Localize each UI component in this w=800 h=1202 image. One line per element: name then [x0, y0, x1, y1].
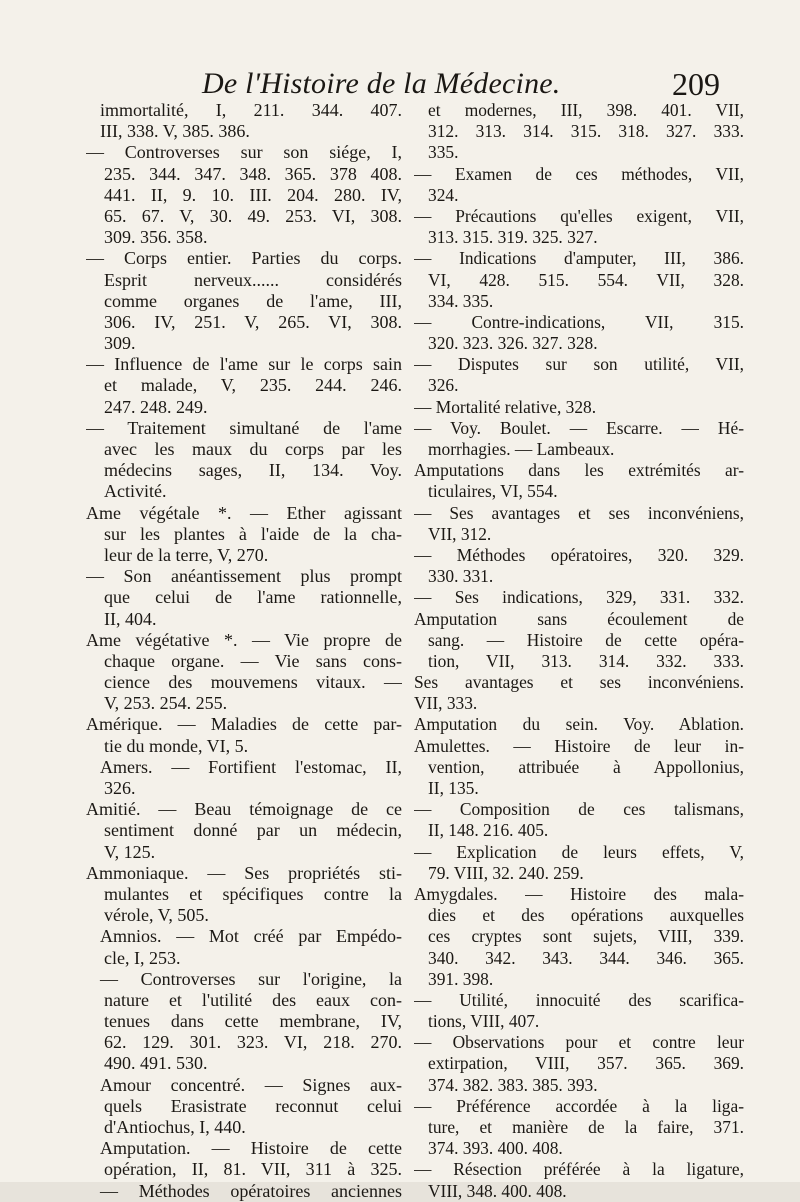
index-line: Activité. — [104, 481, 167, 502]
index-line: 340. 342. 343. 344. 346. 365. — [428, 947, 744, 968]
index-line: 391. 398. — [428, 968, 494, 989]
index-line: Amnios. — Mot créé par Empédo- — [100, 926, 402, 947]
index-line: — Traitement simultané de l'ame — [86, 417, 402, 438]
index-line: — Observations pour et contre leur — [414, 1032, 744, 1053]
index-line: III, 338. V, 385. 386. — [100, 121, 250, 142]
index-line: — Utilité, innocuité des scarifica- — [414, 989, 744, 1010]
index-line: d'Antiochus, I, 440. — [104, 1117, 246, 1137]
index-line: cle, I, 253. — [104, 947, 181, 968]
index-line: immortalité, I, 211. 344. 407. — [100, 100, 402, 120]
index-line: que celui de l'ame rationnelle, — [104, 587, 402, 608]
index-line: Amers. — Fortifient l'estomac, II, — [100, 756, 402, 777]
index-line: II, 135. — [428, 778, 479, 798]
index-line: Amputation du sein. Voy. Ablation. — [414, 714, 744, 735]
index-line: — Contre-indications, VII, 315. — [414, 311, 744, 332]
index-line: — Voy. Boulet. — Escarre. — Hé- — [414, 417, 744, 438]
index-line: 374. 393. 400. 408. — [428, 1138, 563, 1159]
index-line: ces cryptes sont sujets, VIII, 339. — [428, 926, 744, 947]
index-line: vention, attribuée à Appollonius, — [428, 756, 744, 777]
index-line: extirpation, VIII, 357. 365. 369. — [428, 1053, 744, 1074]
index-line: — Corps entier. Parties du corps. — [86, 248, 402, 269]
index-line: morrhagies. — Lambeaux. — [428, 439, 615, 459]
index-line: tenues dans cette membrane, IV, — [104, 1011, 402, 1032]
page-number: 209 — [672, 66, 720, 102]
index-line: avec les maux du corps par les — [104, 439, 402, 459]
index-line: Amputations dans les extrémités ar- — [414, 460, 744, 481]
index-line: Amulettes. — Histoire de leur in- — [414, 735, 744, 756]
index-line: — Son anéantissement plus prompt — [86, 566, 402, 587]
index-line: 441. II, 9. 10. III. 204. 280. IV, — [104, 184, 402, 205]
index-line: 62. 129. 301. 323. VI, 218. 270. — [104, 1032, 402, 1053]
index-line: 79. VIII, 32. 240. 259. — [428, 862, 584, 883]
index-line: Amputation sans écoulement de — [414, 608, 744, 629]
index-line: Amygdales. — Histoire des mala- — [414, 883, 744, 904]
index-line: V, 253. 254. 255. — [104, 693, 228, 714]
index-line: — Indications d'amputer, III, 386. — [414, 248, 744, 269]
index-line: — Résection préférée à la ligature, — [414, 1159, 744, 1180]
index-line: VII, 333. — [414, 693, 478, 714]
index-line: Amputation. — Histoire de cette — [100, 1138, 402, 1159]
index-line: sur les plantes à l'aide de la cha- — [104, 523, 402, 544]
index-line: 247. 248. 249. — [104, 396, 208, 417]
index-line: sang. — Histoire de cette opéra- — [428, 629, 744, 650]
index-line: 312. 313. 314. 315. 318. 327. 333. — [428, 121, 744, 142]
index-line: Ammoniaque. — Ses propriétés sti- — [86, 862, 402, 883]
index-line: sentiment donné par un médecin, — [104, 820, 402, 841]
index-line: — Controverses sur l'origine, la — [100, 968, 402, 989]
index-line: II, 404. — [104, 608, 157, 629]
index-line: cience des mouvemens vitaux. — — [104, 672, 402, 693]
index-line: tion, VII, 313. 314. 332. 333. — [428, 650, 744, 671]
index-line: — Influence de l'ame sur le corps sain — [86, 354, 402, 375]
index-line: — Composition de ces talismans, — [414, 799, 744, 820]
left-index-column — [86, 100, 402, 1202]
index-line: V, 125. — [104, 841, 156, 862]
index-line: — Méthodes opératoires anciennes — [100, 1180, 402, 1201]
index-line: Esprit nerveux...... considérés — [104, 269, 402, 290]
index-line: — Préférence accordée à la liga- — [414, 1095, 744, 1116]
index-line: mulantes et spécifiques contre la — [104, 883, 402, 904]
index-line: — Controverses sur son siége, I, — [86, 142, 402, 163]
page-title: De l'Histoire de la Médecine. — [202, 67, 561, 100]
index-line: 309. 356. 358. — [104, 227, 208, 248]
index-line: ticulaires, VI, 554. — [428, 481, 558, 502]
index-line: — Précautions qu'elles exigent, VII, — [414, 205, 744, 226]
index-line: leur de la terre, V, 270. — [104, 544, 269, 565]
index-line: Amour concentré. — Signes aux- — [100, 1074, 402, 1095]
index-line: 334. 335. — [428, 290, 494, 311]
index-line: opération, II, 81. VII, 311 à 325. — [104, 1159, 402, 1180]
index-line: ture, et manière de la faire, 371. — [428, 1117, 744, 1137]
index-line: 330. 331. — [428, 566, 494, 587]
index-line: VIII, 348. 400. 408. — [428, 1180, 567, 1201]
index-line: dies et des opérations auxquelles — [428, 905, 744, 926]
index-line: 65. 67. V, 30. 49. 253. VI, 308. — [104, 205, 402, 226]
index-line: Amérique. — Maladies de cette par- — [86, 714, 402, 735]
index-line: 324. — [428, 184, 459, 205]
index-line: — Méthodes opératoires, 320. 329. — [414, 544, 744, 565]
index-line: quels Erasistrate reconnut celui — [104, 1095, 402, 1116]
index-line: VI, 428. 515. 554. VII, 328. — [428, 269, 744, 290]
index-line: II, 148. 216. 405. — [428, 820, 549, 841]
index-line: 306. IV, 251. V, 265. VI, 308. — [104, 311, 402, 332]
index-line: Amitié. — Beau témoignage de ce — [86, 799, 402, 820]
index-line: chaque organe. — Vie sans cons- — [104, 650, 402, 671]
index-line: médecins sages, II, 134. Voy. — [104, 460, 402, 481]
index-line: — Ses indications, 329, 331. 332. — [414, 587, 744, 608]
index-line: et malade, V, 235. 244. 246. — [104, 375, 402, 396]
index-line: — Explication de leurs effets, V, — [414, 841, 744, 862]
index-line: 335. — [428, 142, 459, 163]
index-line: 313. 315. 319. 325. 327. — [428, 227, 598, 248]
index-line: Ses avantages et ses inconvéniens. — [414, 672, 744, 693]
index-line: 490. 491. 530. — [104, 1053, 208, 1074]
index-line: Ame végétative *. — Vie propre de — [86, 629, 402, 650]
index-line: — Mortalité relative, 328. — [414, 396, 597, 417]
index-line: 235. 344. 347. 348. 365. 378 408. — [104, 163, 402, 184]
index-line: nature et l'utilité des eaux con- — [104, 989, 402, 1010]
index-line: — Ses avantages et ses inconvéniens, — [414, 502, 744, 523]
index-line: — Examen de ces méthodes, VII, — [414, 163, 744, 184]
right-index-column — [414, 100, 744, 1202]
index-line: Ame végétale *. — Ether agissant — [86, 502, 402, 523]
index-line: 326. — [428, 375, 459, 396]
index-line: 309. — [104, 333, 136, 354]
index-line: 374. 382. 383. 385. 393. — [428, 1074, 598, 1095]
index-line: vérole, V, 505. — [104, 905, 209, 926]
index-line: comme organes de l'ame, III, — [104, 290, 402, 311]
index-line: tie du monde, VI, 5. — [104, 735, 249, 756]
index-line: et modernes, III, 398. 401. VII, — [428, 100, 744, 120]
index-line: VII, 312. — [428, 523, 492, 544]
index-line: — Disputes sur son utilité, VII, — [414, 354, 744, 375]
index-line: 320. 323. 326. 327. 328. — [428, 333, 598, 354]
index-line: tions, VIII, 407. — [428, 1011, 540, 1032]
index-line: 326. — [104, 778, 136, 798]
